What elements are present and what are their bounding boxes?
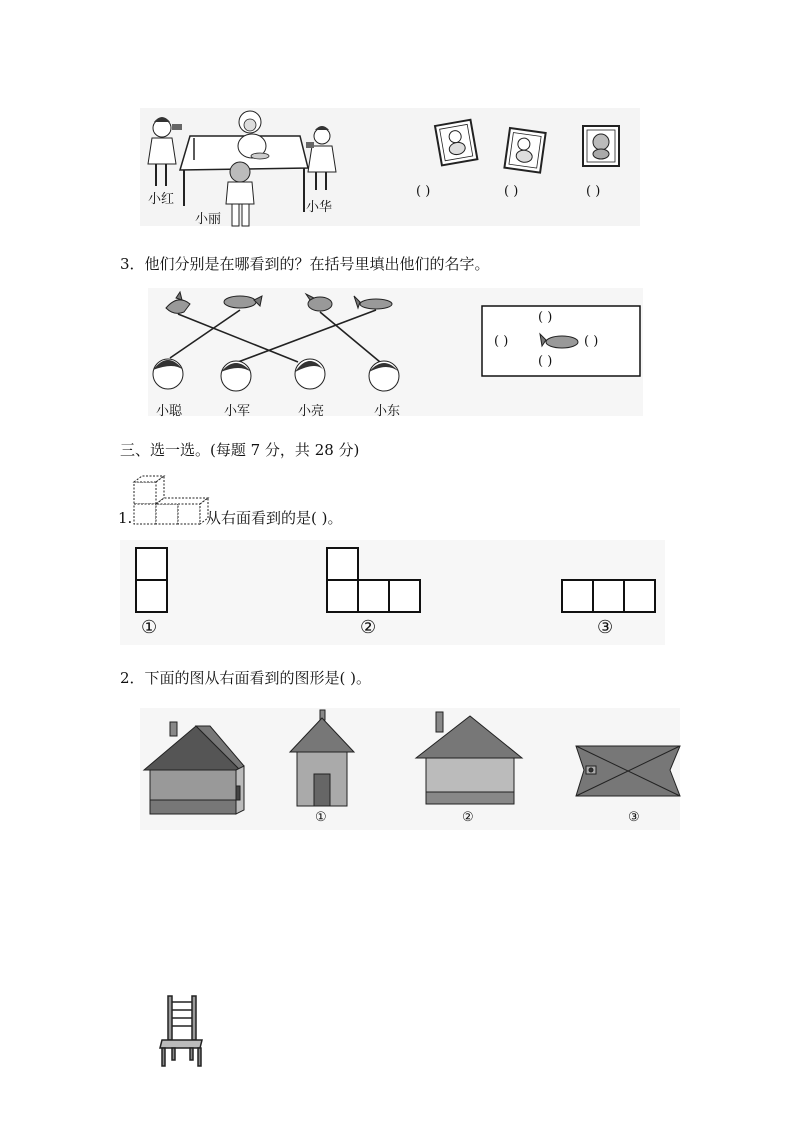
child-head-3 bbox=[295, 359, 325, 389]
q1-option-1-label[interactable]: ① bbox=[141, 617, 158, 638]
q2-house-drawings bbox=[140, 708, 680, 830]
q2-option-2-label[interactable]: ② bbox=[462, 810, 474, 825]
answer-slot-frame-3[interactable]: ( ) bbox=[586, 184, 601, 199]
section3-title: 三、选一选。(每题 7 分，共 28 分) bbox=[120, 441, 360, 459]
q1-options bbox=[120, 540, 665, 645]
q3-text: 3．他们分别是在哪看到的？在括号里填出他们的名字。 bbox=[120, 255, 490, 273]
child-head-1 bbox=[153, 359, 183, 389]
q2-text: 2．下面的图从右面看到的图形是( )。 bbox=[120, 669, 372, 687]
q2-option-3-label[interactable]: ③ bbox=[628, 810, 640, 825]
q1-option-2-label[interactable]: ② bbox=[360, 617, 377, 638]
box-slot-left[interactable]: ( ) bbox=[494, 334, 509, 349]
answer-slot-frame-2[interactable]: ( ) bbox=[504, 184, 519, 199]
box-slot-right[interactable]: ( ) bbox=[584, 334, 599, 349]
box-slot-bottom[interactable]: ( ) bbox=[538, 354, 553, 369]
q2-options bbox=[140, 708, 680, 830]
label-xiaohong: 小红 bbox=[148, 192, 175, 207]
child-name-xiaodong: 小东 bbox=[374, 404, 401, 419]
label-xiaoli: 小丽 bbox=[195, 212, 222, 227]
q1-text: 从右面看到的是( )。 bbox=[206, 509, 343, 527]
child-head-4 bbox=[369, 361, 399, 391]
child-name-xiaojun: 小军 bbox=[224, 404, 251, 419]
q1-option-drawings bbox=[120, 540, 665, 645]
q1-number: 1. bbox=[118, 509, 133, 527]
q1-line bbox=[118, 472, 518, 532]
chair-icon bbox=[158, 992, 208, 1068]
child-name-xiaoliang: 小亮 bbox=[298, 404, 325, 419]
frame-3 bbox=[583, 126, 619, 166]
top-scene bbox=[140, 108, 640, 226]
child-name-xiaocong: 小聪 bbox=[156, 404, 183, 419]
frame-1 bbox=[435, 120, 477, 166]
q3-scene bbox=[148, 288, 643, 419]
q1-option-3-label[interactable]: ③ bbox=[597, 617, 614, 638]
box-slot-top[interactable]: ( ) bbox=[538, 310, 553, 325]
child-head-2 bbox=[221, 361, 251, 391]
label-xiaohua: 小华 bbox=[306, 200, 333, 215]
frame-2 bbox=[504, 128, 545, 173]
chair-illustration bbox=[158, 992, 208, 1068]
answer-slot-frame-1[interactable]: ( ) bbox=[416, 184, 431, 199]
q2-option-1-label[interactable]: ① bbox=[315, 810, 327, 825]
house-option-3 bbox=[576, 746, 680, 796]
q3-children-illustration bbox=[148, 288, 643, 416]
